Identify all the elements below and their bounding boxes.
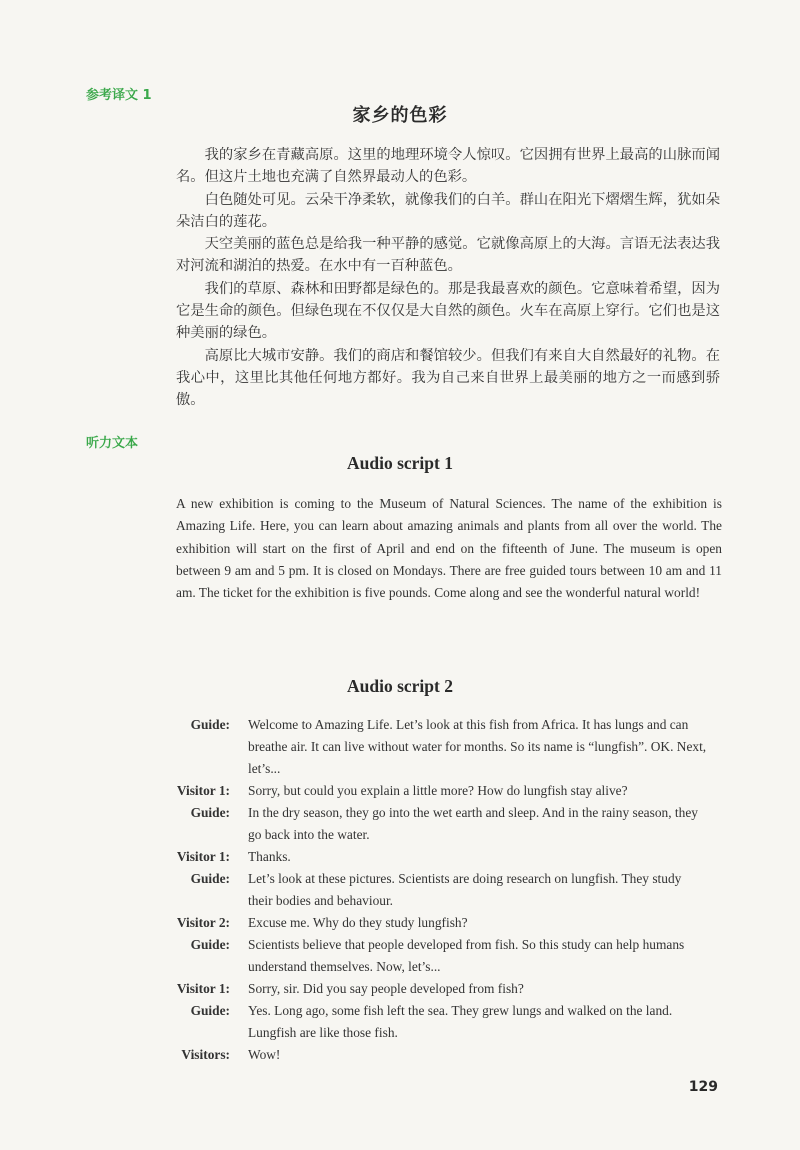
translation-paragraph: 白色随处可见。云朵干净柔软，就像我们的白羊。群山在阳光下熠熠生辉，犹如朵朵洁白的莲花。 [176,191,720,230]
speaker-label: Visitor 1: [176,783,230,798]
dialogue-text: Excuse me. Why do they study lungfish? [248,915,468,930]
dialogue-line [0,846,800,868]
dialogue-text: In the dry season, they go into the wet earth and sleep. And in the rainy season, they go back into the water. [248,805,698,842]
audio-script-1-body [176,493,722,604]
translation-paragraph: 我的家乡在青藏高原。这里的地理环境令人惊叹。它因拥有世界上最高的山脉而闻名。但这片土地也充满了自然界最动人的色彩。 [176,147,720,186]
dialogue-text: Sorry, but could you explain a little more? How do lungfish stay alive? [248,783,628,798]
audio-script-2-dialogue [0,714,800,1066]
listening-text-label: 听力文本 [86,436,139,451]
speaker-label: Guide: [190,1003,230,1018]
dialogue-line [0,868,800,912]
dialogue-text: Sorry, sir. Did you say people developed from fish? [248,981,524,996]
translation-paragraph: 天空美丽的蓝色总是给我一种平静的感觉。它就像高原上的大海。言语无法表达我对河流和湖泊的热爱。在水中有一百种蓝色。 [176,236,720,275]
dialogue-line [0,780,800,802]
dialogue-line [0,934,800,978]
dialogue-text: Thanks. [248,849,291,864]
dialogue-line [0,978,800,1000]
page-number: 129 [688,1079,718,1095]
dialogue-text: Yes. Long ago, some fish left the sea. They grew lungs and walked on the land. Lungfish are like those fish. [248,1003,673,1040]
speaker-label: Visitor 2: [176,915,230,930]
speaker-label: Visitor 1: [176,849,230,864]
dialogue-text: Wow! [248,1047,281,1062]
dialogue-line [0,912,800,934]
dialogue-line [0,802,800,846]
dialogue-line [0,714,800,780]
audio-script-1-title: Audio script 1 [347,453,453,473]
dialogue-text: Scientists believe that people developed from fish. So this study can help humans understand themselves. Now, let’s... [248,937,685,974]
speaker-label: Guide: [190,717,230,732]
reference-translation-label: 参考译文 1 [86,88,152,103]
dialogue-line [0,1044,800,1066]
dialogue-text: Let’s look at these pictures. Scientists are doing research on lungfish. They study their bodies and behaviour. [248,871,682,908]
speaker-label: Visitor 1: [176,981,230,996]
translation-paragraph: 高原比大城市安静。我们的商店和餐馆较少。但我们有来自大自然最好的礼物。在我心中，这里比其他任何地方都好。我为自己来自世界上最美丽的地方之一而感到骄傲。 [176,347,720,409]
translation-body [176,144,720,412]
dialogue-text: Welcome to Amazing Life. Let’s look at this fish from Africa. It has lungs and can breathe air. It can live without water for months. So its name is “lungfish”. OK. Next, let’s... [248,717,707,776]
dialogue-line [0,1000,800,1044]
speaker-label: Guide: [190,871,230,886]
audio-script-1-text: A new exhibition is coming to the Museum of Natural Sciences. The name of the exhibition is Amazing Life. Here, you can learn about amazing animals and plants from all over the world. The exhibition will start on the first of April and end on the fifteenth of June. The museum is open between 9 am and 5 pm. It is closed on Mondays. There are free guided tours between 10 am and 11 am. The ticket for the exhibition is five pounds. Come along and see the wonderful natural world! [176,496,722,601]
translation-paragraph: 我们的草原、森林和田野都是绿色的。那是我最喜欢的颜色。它意味着希望，因为它是生命的颜色。但绿色现在不仅仅是大自然的颜色。火车在高原上穿行。它们也是这种美丽的绿色。 [176,280,720,342]
speaker-label: Guide: [190,937,230,952]
audio-script-2-title: Audio script 2 [347,676,453,696]
translation-title: 家乡的色彩 [352,105,448,126]
speaker-label: Visitors: [181,1047,230,1062]
speaker-label: Guide: [190,805,230,820]
